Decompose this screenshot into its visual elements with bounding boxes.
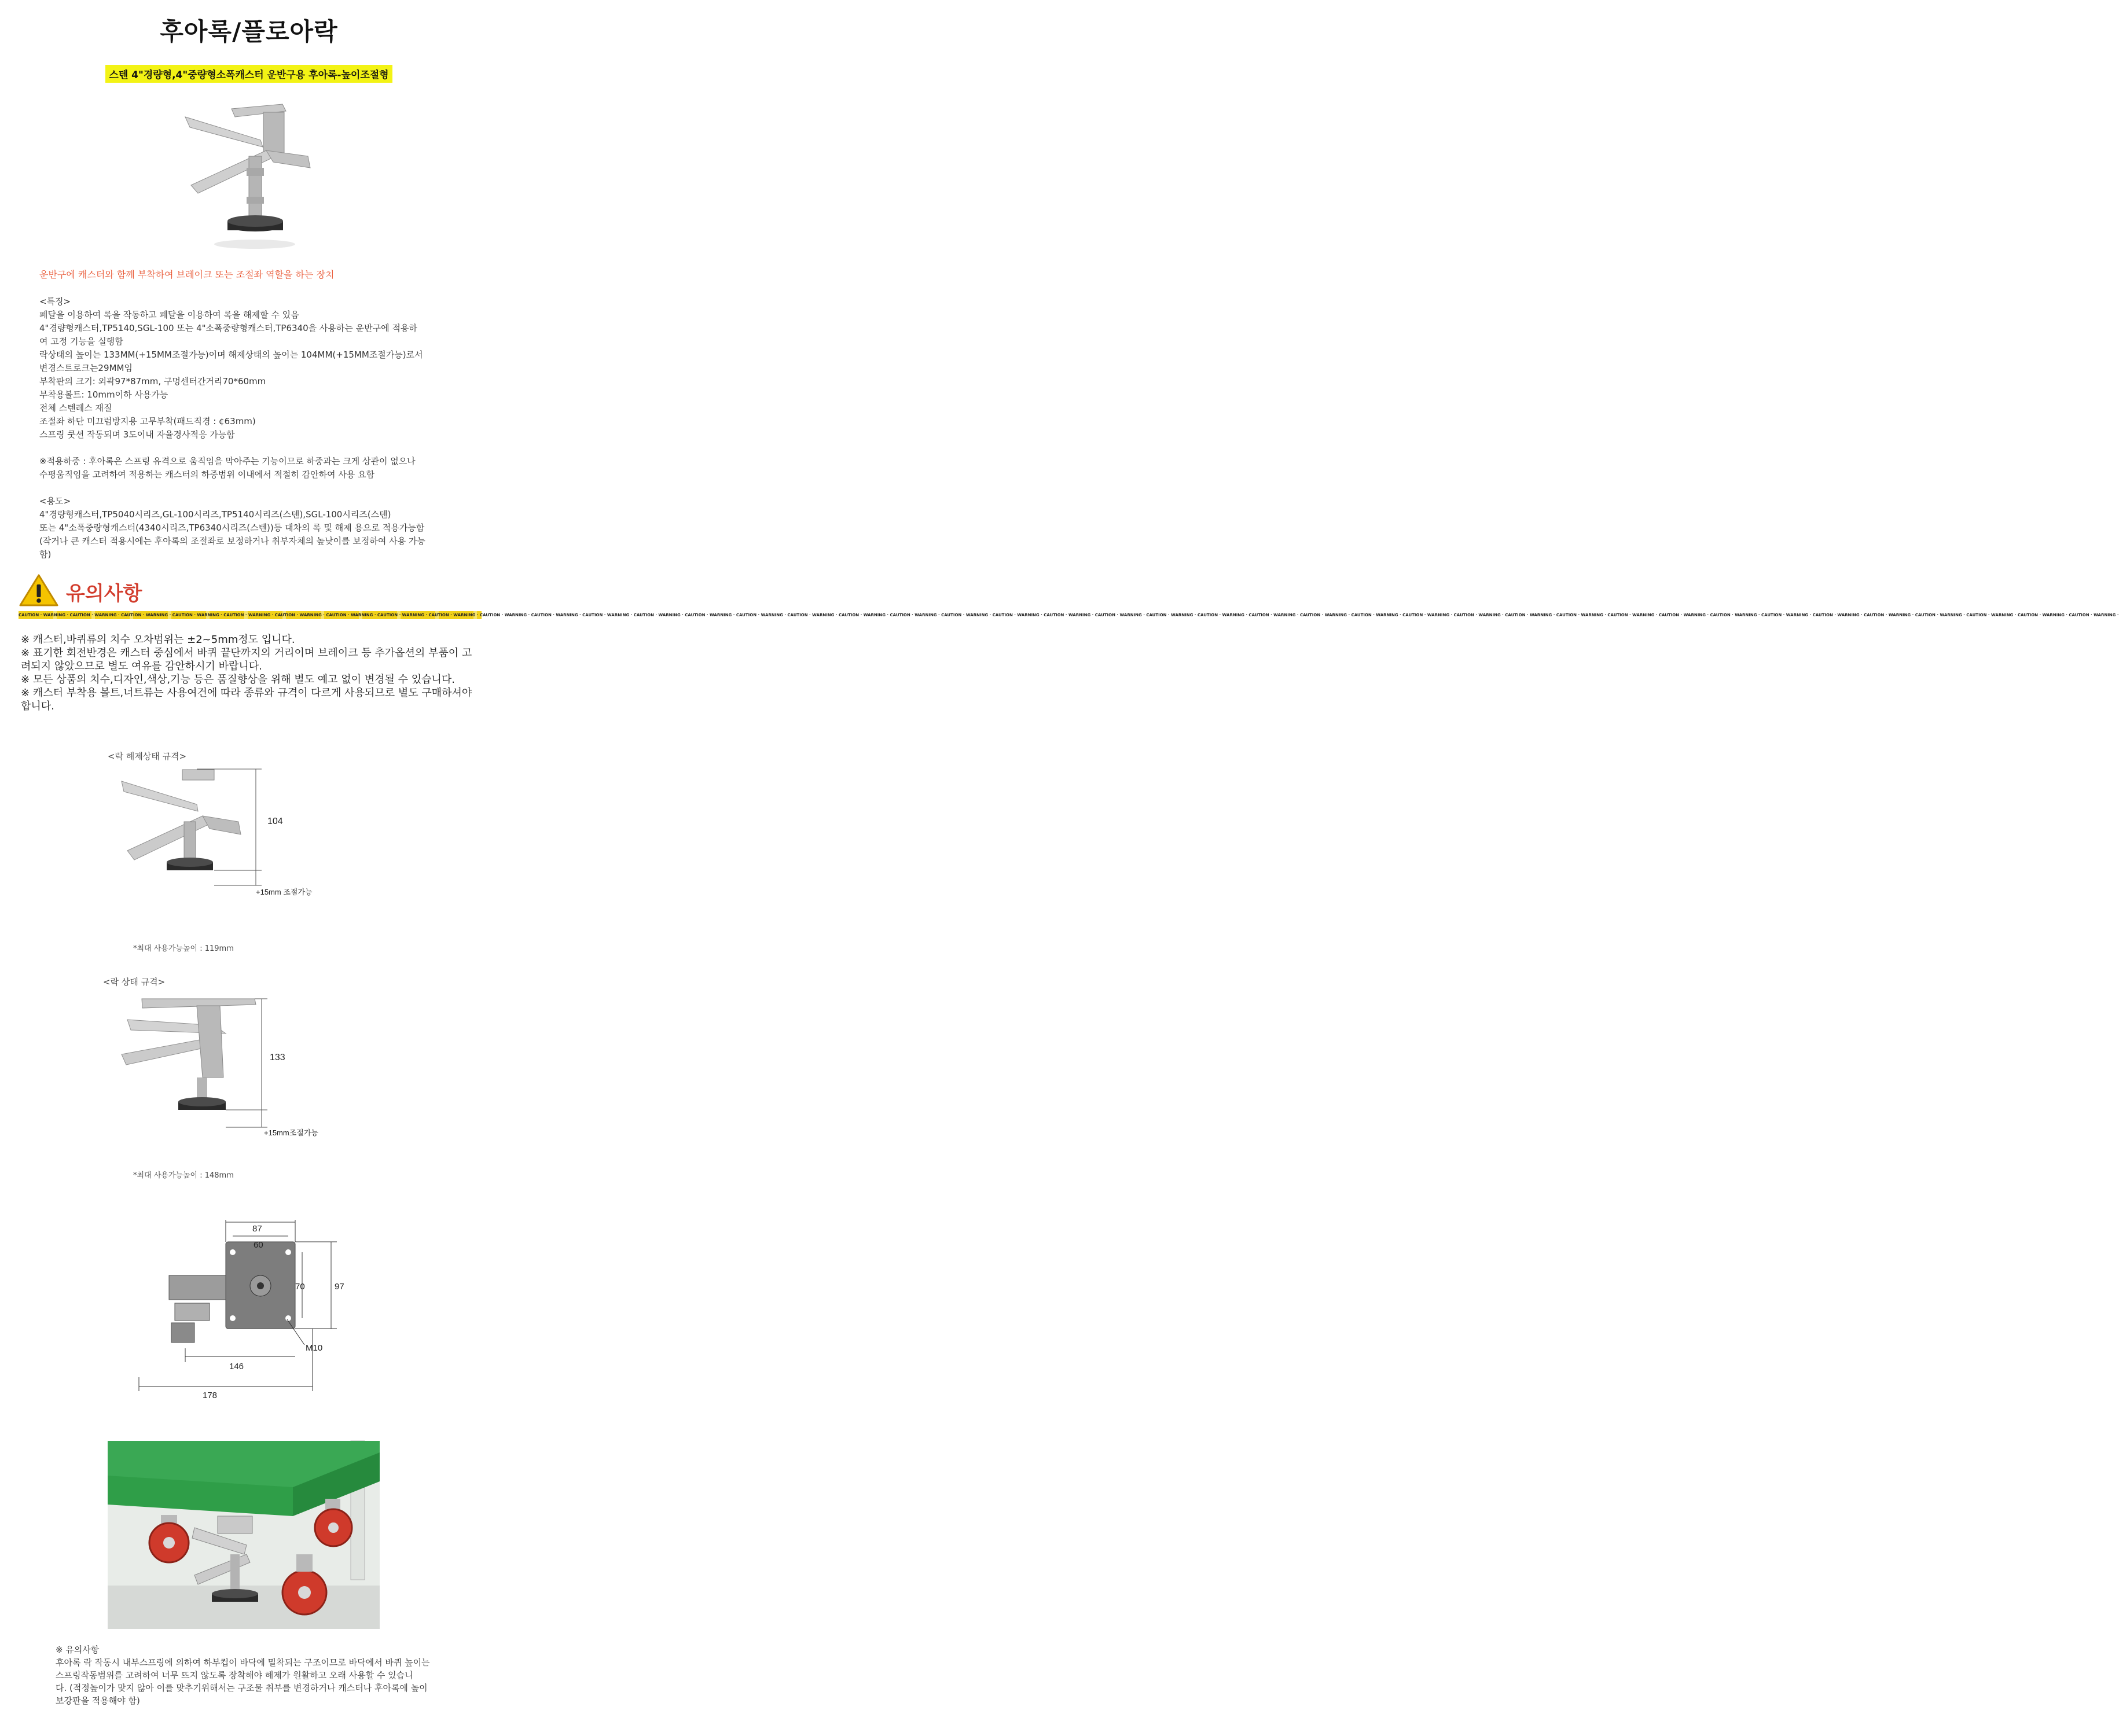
caution-note: ※ 표기한 회전반경은 캐스터 중심에서 바퀴 끝단까지의 거리이며 브레이크 등 추가옵션의 부품이 고려되지 않았으므로 별도 여유를 감안하시기 바랍니다. xyxy=(21,647,472,672)
locked-adjust-label: +15mm조절가능 xyxy=(264,1128,318,1137)
plate-outer-width: 87 xyxy=(252,1224,262,1234)
locked-spec-drawing xyxy=(110,991,353,1158)
bolt-size-label: M10 xyxy=(306,1343,323,1353)
released-spec-drawing xyxy=(110,764,318,920)
caution-note: ※ 캐스터 부착용 볼트,너트류는 사용여건에 따라 종류와 규격이 다르게 사용되므로 별도 구매하셔야 합니다. xyxy=(21,687,472,712)
locked-max-height: *최대 사용가능높이 : 148mm xyxy=(133,1171,234,1180)
released-height-label: 104 xyxy=(267,816,283,826)
intro-red-text: 운반구에 캐스터와 함께 부착하여 브레이크 또는 조절좌 역할을 하는 장치 xyxy=(39,269,335,280)
subtitle-wrap xyxy=(0,65,498,83)
installation-footnote: ※ 유의사항 후아록 락 작동시 내부스프링에 의하여 하부컵이 바닥에 밀착되는 구조이므로 바닥에서 바퀴 높이는 스프링작동범위를 고려하여 너무 뜨지 않도록 장착해야 해제가 원활하고 오래 사용할 수 있습니 다. (적정높이가 맞지 않아 이를 맞추기위해서는 구조물 취부를 변경하거나 캐스터나 후아록에 높이 보강판을 적용해야 함) xyxy=(56,1645,430,1706)
caution-note: ※ 캐스터,바퀴류의 치수 오차범위는 ±2~5mm정도 입니다. xyxy=(21,634,295,646)
plate-dimension-drawing xyxy=(122,1218,365,1408)
locked-height-label: 133 xyxy=(270,1053,285,1062)
plate-reach: 146 xyxy=(229,1362,244,1371)
caution-notes xyxy=(21,633,478,713)
feature-description: <특징> 페달을 이용하여 록을 작동하고 페달을 이용하여 록을 해제할 수 있음 4"경량형캐스터,TP5140,SGL-100 또는 4"소폭중량형캐스터,TP6340을 사용하는 운반구에 적용하 여 고정 기능을 실행함 락상태의 높이는 133MM(+15MM조절가능)이며 해제상태의 높이는 104MM(+15MM조절가능)로서 변경스트로크는29MM임 부착판의 크기: 외곽97*87mm, 구멍센터간거리70*60mm 부착용볼트: 10mm이하 사용가능 전체 스텐레스 재질 조절좌 하단 미끄럼방지용 고무부착(패드직경 : ¢63mm) 스프링 쿳션 작동되며 3도이내 자율경사적응 가능함 ※적용하중 : 후아록은 스프링 유격으로 움직임을 막아주는 기능이므로 하중과는 크게 상관이 없으나 수평움직임을 고려하여 적용하는 캐스터의 하중범위 이내에서 적절히 감안하여 사용 요함 <용도> 4"경량형캐스터,TP5040시리즈,GL-100시리즈,TP5140시리즈(스텐),SGL-100시리즈(스텐) 또는 4"소폭중량형캐스터(4340시리즈,TP6340시리즈(스텐))등 대차의 록 및 해제 용으로 적용가능함 (작거나 큰 캐스터 적용시에는 후아록의 조절좌로 보정하거나 취부자체의 높낮이를 보정하여 사용 가능 함) xyxy=(39,296,425,560)
plate-outer-height: 97 xyxy=(335,1282,344,1292)
caution-title: 유의사항 xyxy=(66,582,142,605)
product-subtitle: 스텐 4"경량형,4"중량형소폭캐스터 운반구용 후아록-높이조절형 xyxy=(105,65,392,83)
cart-installation-photo xyxy=(108,1441,380,1629)
overall-length: 178 xyxy=(203,1391,218,1400)
product-photo xyxy=(145,87,353,260)
caution-note: ※ 모든 상품의 치수,디자인,색상,기능 등은 품질향상을 위해 별도 예고 없이 변경될 수 있습니다. xyxy=(21,674,455,686)
caution-warning-strip xyxy=(19,611,2119,619)
released-spec-caption: <락 해제상태 규격> xyxy=(108,751,187,762)
plate-hole-height: 70 xyxy=(295,1282,305,1292)
released-max-height: *최대 사용가능높이 : 119mm xyxy=(133,944,234,953)
released-adjust-label: +15mm 조절가능 xyxy=(256,888,313,896)
caution-strip-text: CAUTION · WARNING · xyxy=(19,613,69,617)
locked-spec-caption: <락 상태 규격> xyxy=(103,977,166,987)
caution-header xyxy=(19,573,482,608)
caution-strip-repeat: CAUTION · WARNING · CAUTION · WARNING · CAUTION · WARNING · CAUTION · WARNING · CAUTION · WARNING · CAUTION · WARNING · CAUTION · WARNING · CAUTION · WARNING · CAUTION · WARNING · CAUTION · WARNING · CAUTION · WARNING · CAUTION · WARNING · CAUTION · WARNING · CAUTION · WARNING · CAUTION · WARNING · CAUTION · WARNING · CAUTION · WARNING · CAUTION · WARNING · CAUTION · WARNING · CAUTION · WARNING · CAUTION · WARNING · CAUTION · WARNING · CAUTION · WARNING · CAUTION · WARNING · CAUTION · WARNING · CAUTION · WARNING · CAUTION · WARNING · CAUTION · WARNING · CAUTION · WARNING · CAUTION · WARNING · CAUTION · WARNING · CAUTION · WARNING · CAUTION · WARNING · CAUTION · WARNING · CAUTION · WARNING · CAUTION · WARNING · CAUTION · WARNING · CAUTION · WARNING · CAUTION · WARNING · CAUTION · WARNING · xyxy=(68,613,2119,617)
plate-hole-width: 60 xyxy=(254,1240,263,1250)
warning-triangle-icon xyxy=(19,573,59,608)
page-title: 후아록/플로아락 xyxy=(160,17,338,46)
